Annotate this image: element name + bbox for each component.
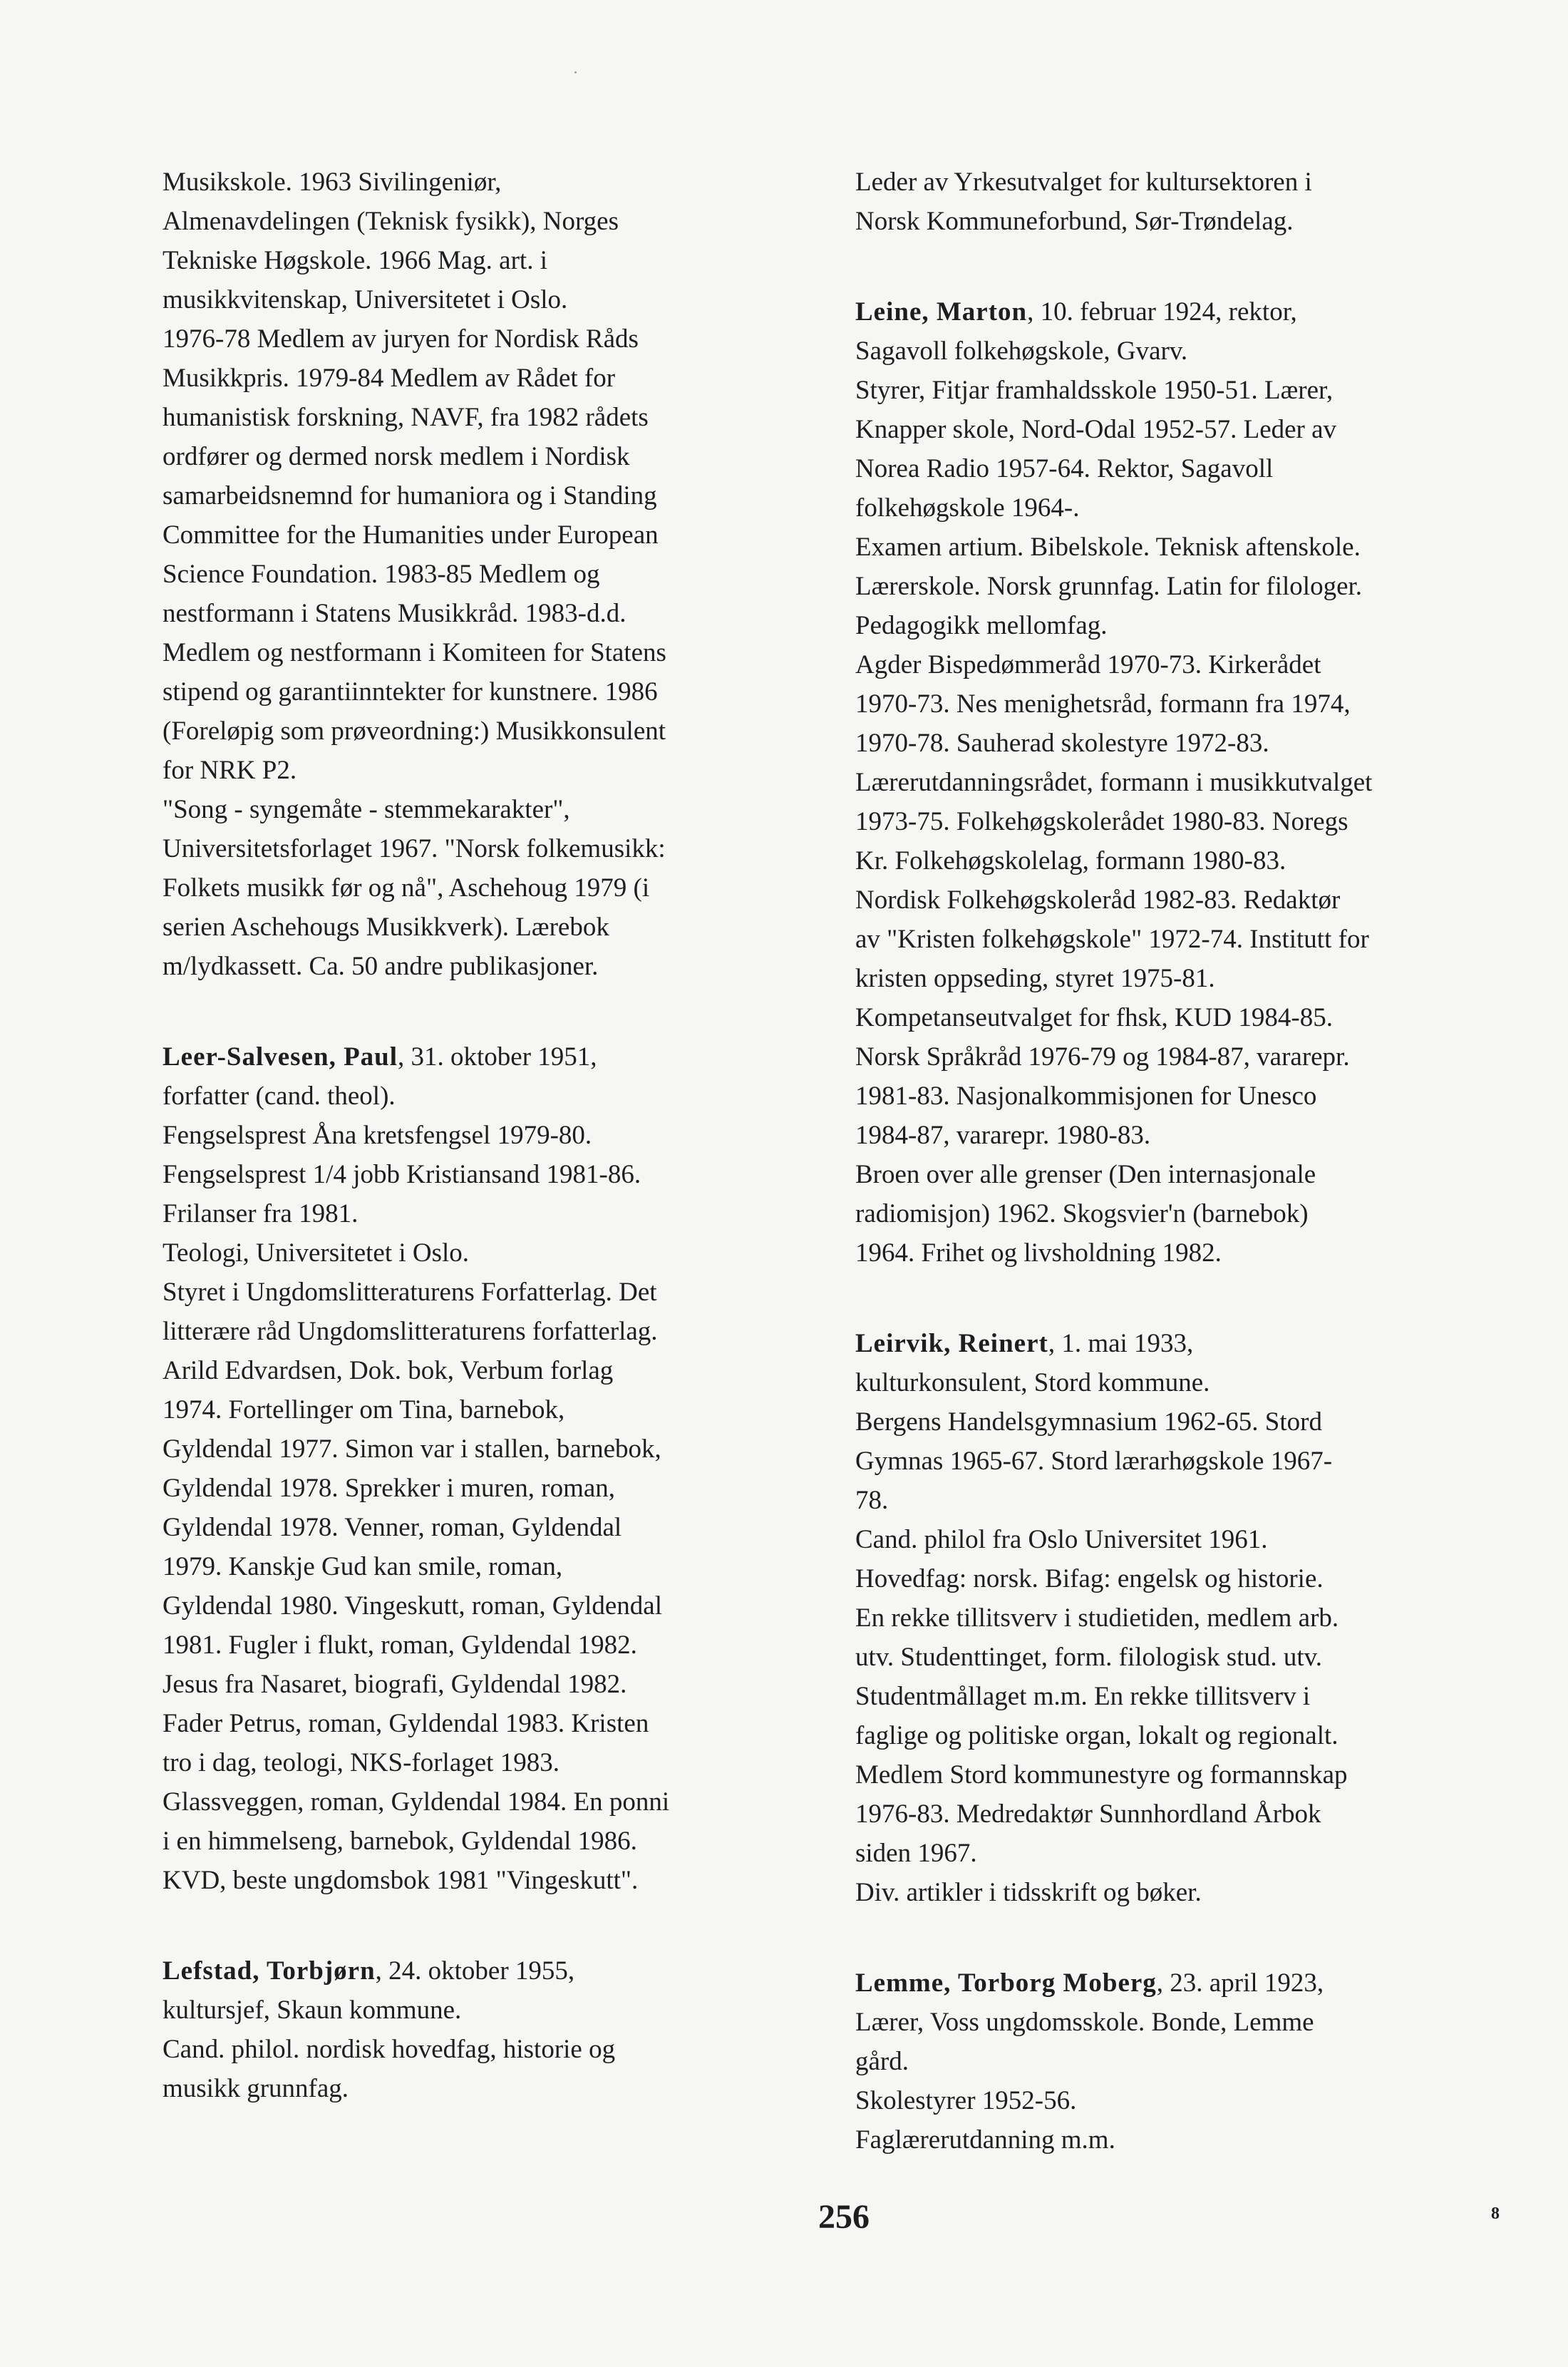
text-line: Gyldendal 1978. Sprekker i muren, roman, [163, 1474, 616, 1503]
entry-gap [163, 986, 790, 1037]
entry-heading-line [855, 1963, 1518, 2003]
text-line: utv. Studenttinget, form. filologisk stud. utv. [855, 1643, 1323, 1672]
entry-heading-line [855, 292, 1518, 332]
text-line: 1984-87, vararepr. 1980-83. [855, 1121, 1151, 1150]
entry-date: , 23. april 1923, [1156, 1968, 1324, 1998]
text-line: Norsk Språkråd 1976-79 og 1984-87, vararepr. [855, 1042, 1350, 1072]
text-line: faglige og politiske organ, lokalt og regionalt. [855, 1721, 1339, 1750]
text-line: Pedagogikk mellomfag. [855, 611, 1108, 640]
text-line: m/lydkassett. Ca. 50 andre publikasjoner. [163, 952, 599, 981]
right-column [855, 163, 1518, 2160]
text-line: radiomisjon) 1962. Skogsvier'n (barnebok) [855, 1199, 1309, 1228]
text-line: Agder Bispedømmeråd 1970-73. Kirkerådet [855, 650, 1321, 679]
text-line: av "Kristen folkehøgskole" 1972-74. Institutt for [855, 925, 1369, 954]
left-column [163, 163, 790, 2108]
text-line: 1970-73. Nes menighetsråd, formann fra 1974, [855, 689, 1351, 719]
text-line: Teologi, Universitetet i Oslo. [163, 1238, 470, 1268]
text-line: nestformann i Statens Musikkråd. 1983-d.d. [163, 599, 626, 628]
text-line: Bergens Handelsgymnasium 1962-65. Stord [855, 1407, 1322, 1437]
text-line: Glassveggen, roman, Gyldendal 1984. En ponni [163, 1787, 670, 1817]
text-line: Lærerutdanningsrådet, formann i musikkutvalget [855, 768, 1373, 797]
text-line: Cand. philol fra Oslo Universitet 1961. [855, 1525, 1268, 1554]
text-line: Arild Edvardsen, Dok. bok, Verbum forlag [163, 1356, 614, 1385]
text-line: Hovedfag: norsk. Bifag: engelsk og historie. [855, 1564, 1324, 1593]
text-line: Div. artikler i tidsskrift og bøker. [855, 1878, 1202, 1907]
text-line: Broen over alle grenser (Den internasjonale [855, 1160, 1316, 1189]
text-line: Lærer, Voss ungdomsskole. Bonde, Lemme [855, 2008, 1314, 2037]
text-line: siden 1967. [855, 1839, 977, 1868]
text-line: Musikskole. 1963 Sivilingeniør, [163, 168, 502, 197]
text-line: Cand. philol. nordisk hovedfag, historie og [163, 2035, 616, 2064]
text-line: humanistisk forskning, NAVF, fra 1982 rådets [163, 403, 649, 432]
person-name: Leine, Marton [855, 297, 1028, 327]
text-line: 1970-78. Sauherad skolestyre 1972-83. [855, 729, 1269, 758]
text-line: Styret i Ungdomslitteraturens Forfatterlag. Det [163, 1278, 657, 1307]
text-line: Kompetanseutvalget for fhsk, KUD 1984-85. [855, 1003, 1333, 1032]
biography-entry [855, 1963, 1518, 2160]
text-line: forfatter (cand. theol). [163, 1082, 396, 1111]
text-line: Jesus fra Nasaret, biografi, Gyldendal 1982. [163, 1670, 627, 1699]
text-line: 1964. Frihet og livsholdning 1982. [855, 1238, 1222, 1268]
text-line: Fader Petrus, roman, Gyldendal 1983. Kristen [163, 1709, 649, 1738]
text-line: 1981-83. Nasjonalkommisjonen for Unesco [855, 1082, 1317, 1111]
text-line: Fengselsprest 1/4 jobb Kristiansand 1981-86. [163, 1160, 641, 1189]
text-line: Gyldendal 1977. Simon var i stallen, barnebok, [163, 1434, 661, 1464]
text-line: Skolestyrer 1952-56. [855, 2086, 1077, 2115]
entry-gap [855, 1912, 1518, 1963]
text-line: Universitetsforlaget 1967. "Norsk folkemusikk: [163, 834, 666, 863]
text-line: litterære råd Ungdomslitteraturens forfatterlag. [163, 1317, 658, 1346]
text-line: folkehøgskole 1964-. [855, 493, 1080, 523]
text-line: ordfører og dermed norsk medlem i Nordisk [163, 442, 630, 471]
text-line: KVD, beste ungdomsbok 1981 "Vingeskutt". [163, 1866, 639, 1895]
text-line: i en himmelseng, barnebok, Gyldendal 1986. [163, 1827, 637, 1856]
corner-mark: 8 [1491, 2204, 1500, 2223]
text-line: kulturkonsulent, Stord kommune. [855, 1368, 1210, 1397]
text-line: Gyldendal 1978. Venner, roman, Gyldendal [163, 1513, 622, 1542]
text-line: 1979. Kanskje Gud kan smile, roman, [163, 1552, 563, 1581]
text-line: musikkvitenskap, Universitetet i Oslo. [163, 285, 568, 314]
text-line: Sagavoll folkehøgskole, Gvarv. [855, 337, 1188, 366]
text-line: 1976-83. Medredaktør Sunnhordland Årbok [855, 1799, 1321, 1829]
text-line: Lærerskole. Norsk grunnfag. Latin for filologer. [855, 572, 1363, 601]
text-line: 1981. Fugler i flukt, roman, Gyldendal 1982. [163, 1631, 637, 1660]
text-line: 78. [855, 1486, 889, 1515]
text-line: Studentmållaget m.m. En rekke tillitsverv i [855, 1682, 1311, 1711]
text-line: Gymnas 1965-67. Stord lærarhøgskole 1967- [855, 1447, 1333, 1476]
text-line: Gyldendal 1980. Vingeskutt, roman, Gyldendal [163, 1591, 663, 1621]
entry-heading-line [855, 1324, 1518, 1363]
text-line: Styrer, Fitjar framhaldsskole 1950-51. Lærer, [855, 376, 1334, 405]
text-line: serien Aschehougs Musikkverk). Lærebok [163, 913, 609, 942]
text-line: Norea Radio 1957-64. Rektor, Sagavoll [855, 454, 1274, 483]
scan-speck [574, 71, 577, 73]
text-line: Science Foundation. 1983-85 Medlem og [163, 560, 600, 589]
text-line: Nordisk Folkehøgskoleråd 1982-83. Redaktør [855, 885, 1341, 915]
text-line: Medlem og nestformann i Komiteen for Statens [163, 638, 666, 667]
entry-date: , 10. februar 1924, rektor, [1027, 297, 1297, 327]
biography-entry [163, 1951, 790, 2108]
biography-entry [163, 1037, 790, 1900]
entry-gap [163, 1900, 790, 1951]
text-line: tro i dag, teologi, NKS-forlaget 1983. [163, 1748, 559, 1777]
text-line: gård. [855, 2047, 909, 2076]
text-line: Examen artium. Bibelskole. Teknisk aftenskole. [855, 533, 1361, 562]
text-line: Knapper skole, Nord-Odal 1952-57. Leder av [855, 415, 1337, 444]
person-name: Lefstad, Torbjørn [163, 1956, 376, 1986]
biography-entry [855, 1324, 1518, 1912]
person-name: Leer-Salvesen, Paul [163, 1042, 398, 1072]
person-name: Leirvik, Reinert [855, 1329, 1048, 1358]
text-line: 1974. Fortellinger om Tina, barnebok, [163, 1395, 565, 1424]
entry-gap [855, 241, 1518, 292]
entry-heading-line [163, 1037, 790, 1077]
entry-date: , 24. oktober 1955, [375, 1956, 575, 1986]
text-line: Frilanser fra 1981. [163, 1199, 359, 1228]
text-line: En rekke tillitsverv i studietiden, medlem arb. [855, 1603, 1339, 1633]
entry-gap [855, 1273, 1518, 1324]
text-line: 1976-78 Medlem av juryen for Nordisk Råds [163, 324, 639, 354]
text-line: Musikkpris. 1979-84 Medlem av Rådet for [163, 364, 616, 393]
text-line: Committee for the Humanities under European [163, 520, 659, 550]
text-line: Medlem Stord kommunestyre og formannskap [855, 1760, 1348, 1790]
text-line: Leder av Yrkesutvalget for kultursektoren i [855, 168, 1312, 197]
person-name: Lemme, Torborg Moberg [855, 1968, 1157, 1998]
text-line: samarbeidsnemnd for humaniora og i Standing [163, 481, 657, 510]
text-line: Almenavdelingen (Teknisk fysikk), Norges [163, 207, 619, 236]
text-line: musikk grunnfag. [163, 2074, 349, 2103]
entry-heading-line [163, 1951, 790, 1991]
text-line: for NRK P2. [163, 756, 297, 785]
text-line: "Song - syngemåte - stemmekarakter", [163, 795, 570, 824]
biography-entry [855, 292, 1518, 1273]
text-line: kultursjef, Skaun kommune. [163, 1996, 462, 2025]
text-line: Fengselsprest Åna kretsfengsel 1979-80. [163, 1121, 592, 1150]
text-line: Faglærerutdanning m.m. [855, 2125, 1115, 2155]
text-line: Kr. Folkehøgskolelag, formann 1980-83. [855, 846, 1286, 876]
page-number: 256 [818, 2198, 870, 2236]
text-line: (Foreløpig som prøveordning:) Musikkonsulent [163, 717, 666, 746]
entry-date: , 31. oktober 1951, [398, 1042, 597, 1072]
text-line: Folkets musikk før og nå", Aschehoug 1979 (i [163, 873, 650, 903]
text-line: Norsk Kommuneforbund, Sør-Trøndelag. [855, 207, 1294, 236]
text-line: 1973-75. Folkehøgskolerådet 1980-83. Noregs [855, 807, 1348, 836]
text-line: kristen oppseding, styret 1975-81. [855, 964, 1215, 993]
text-line: stipend og garantiinntekter for kunstnere. 1986 [163, 677, 658, 707]
entry-date: , 1. mai 1933, [1048, 1329, 1194, 1358]
text-line: Tekniske Høgskole. 1966 Mag. art. i [163, 246, 547, 275]
